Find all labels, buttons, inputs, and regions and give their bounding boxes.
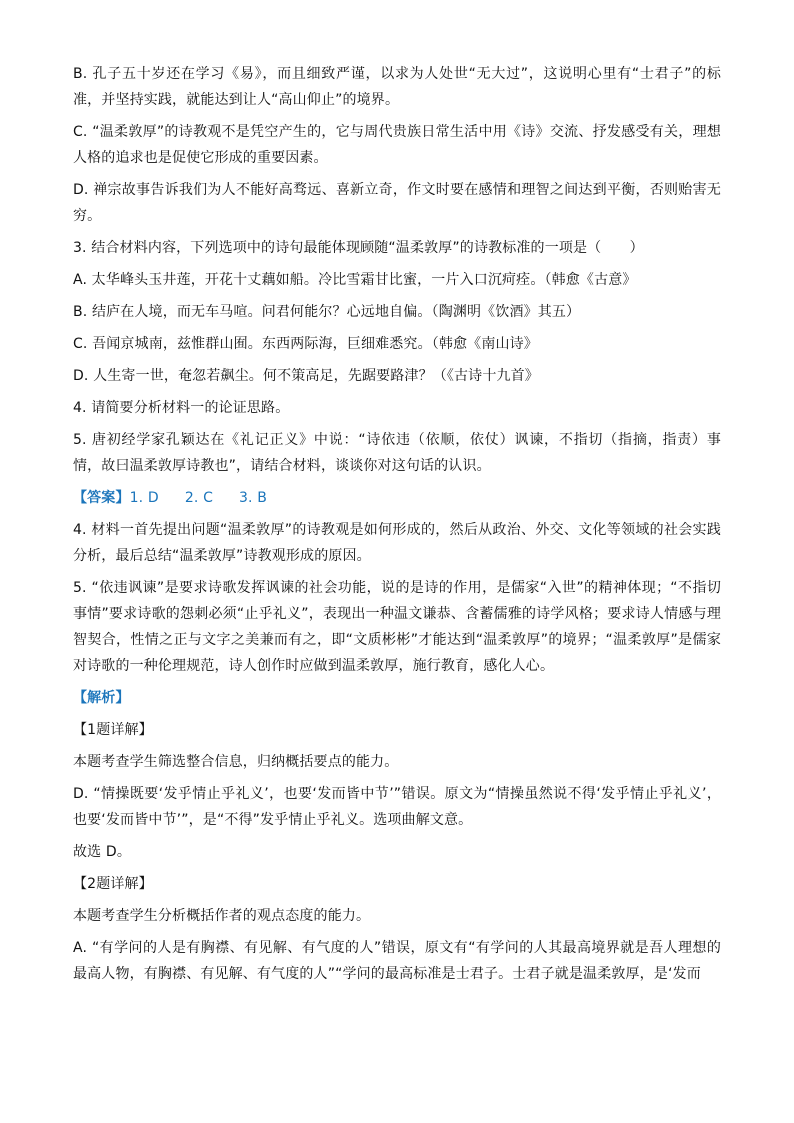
option-b-paragraph: B. 孔子五十岁还在学习《易》，而且细致严谨，以求为人处世“无大过”，这说明心里有“士君子”的标准，并坚持实践，就能达到让人“高山仰止”的境界。 [73, 66, 721, 108]
q1-detail-line: 本题考查学生筛选整合信息，归纳概括要点的能力。 [73, 754, 399, 770]
option-d-paragraph: D. 禅宗故事告诉我们为人不能好高骛远、喜新立奇，作文时要在感情和理智之间达到平衡，否则贻害无穷。 [73, 182, 721, 224]
question-4: 4. 请简要分析材料一的论证思路。 [73, 400, 290, 416]
answer-4-paragraph: 4. 材料一首先提出问题“温柔敦厚”的诗教观是如何形成的，然后从政治、外交、文化等领域的社会实践分析，最后总结“温柔敦厚”诗教观形成的原因。 [73, 522, 721, 564]
answer-line [73, 485, 721, 511]
q3-option-b: B. 结庐在人境，而无车马喧。问君何能尔？心远地自偏。（陶渊明《饮酒》其五） [73, 304, 581, 320]
answer-item: 2. C [184, 490, 213, 506]
answer-tag: 【答案】 [73, 490, 130, 506]
analysis-tag: 【解析】 [73, 690, 130, 706]
answer-item: 1. D [129, 490, 159, 506]
question-5: 5. 唐初经学家孔颖达在《礼记正义》中说：“诗依违（依顺，依仗）讽谏，不指切（指摘，指责）事情，故曰温柔敦厚诗教也”，请结合材料，谈谈你对这句话的认识。 [73, 432, 721, 474]
q3-option-a: A. 太华峰头玉井莲，开花十丈藕如船。冷比雪霜甘比蜜，一片入口沉疴痊。（韩愈《古意》 [73, 272, 637, 288]
q2-detail-line: A. “有学问的人是有胸襟、有见解、有气度的人”错误，原文有“有学问的人其最高境界就是吾人理想的最高人物，有胸襟、有见解、有气度的人”“学问的最高标准是士君子。士君子就是温柔敦厚，是‘发而 [73, 940, 721, 982]
answer-item: 3. B [239, 490, 268, 506]
q2-detail-line: 本题考查学生分析概括作者的观点态度的能力。 [73, 908, 371, 924]
q3-option-d: D. 人生寄一世，奄忽若飙尘。何不策高足，先踞要路津？（《古诗十九首》 [73, 368, 539, 384]
q2-detail-title: 【2题详解】 [73, 876, 153, 892]
q1-detail-title: 【1题详解】 [73, 722, 153, 738]
q3-option-c: C. 吾闻京城南，兹惟群山囿。东西两际海，巨细难悉究。（韩愈《南山诗》 [73, 336, 538, 352]
answer-5-paragraph: 5. “依违讽谏”是要求诗歌发挥讽谏的社会功能，说的是诗的作用，是儒家“入世”的精神体现；“不指切事情”要求诗歌的怨刺必须“止乎礼义”，表现出一种温文谦恭、含蓄儒雅的诗学风格；要求诗人情感与理智契合，性情之正与文字之美兼而有之，即“文质彬彬”才能达到“温柔敦厚”的境界；“温柔敦厚”是儒家对诗歌的一种伦理规范，诗人创作时应做到温柔敦厚，施行教育，感化人心。 [73, 580, 721, 674]
q1-detail-line: D. “情操既要‘发乎情止乎礼义’，也要‘发而皆中节’”错误。原文为“情操虽然说不得‘发乎情止乎礼义’，也要‘发而皆中节’”，是“不得”发乎情止乎礼义。选项曲解文意。 [73, 786, 721, 828]
question-3: 3. 结合材料内容，下列选项中的诗句最能体现顾随“温柔敦厚”的诗教标准的一项是（ ） [73, 240, 644, 256]
option-c-paragraph: C. “温柔敦厚”的诗教观不是凭空产生的，它与周代贵族日常生活中用《诗》交流、抒发感受有关，理想人格的追求也是促使它形成的重要因素。 [73, 124, 721, 166]
q1-detail-line: 故选 D。 [73, 844, 131, 860]
document-content [73, 61, 721, 993]
